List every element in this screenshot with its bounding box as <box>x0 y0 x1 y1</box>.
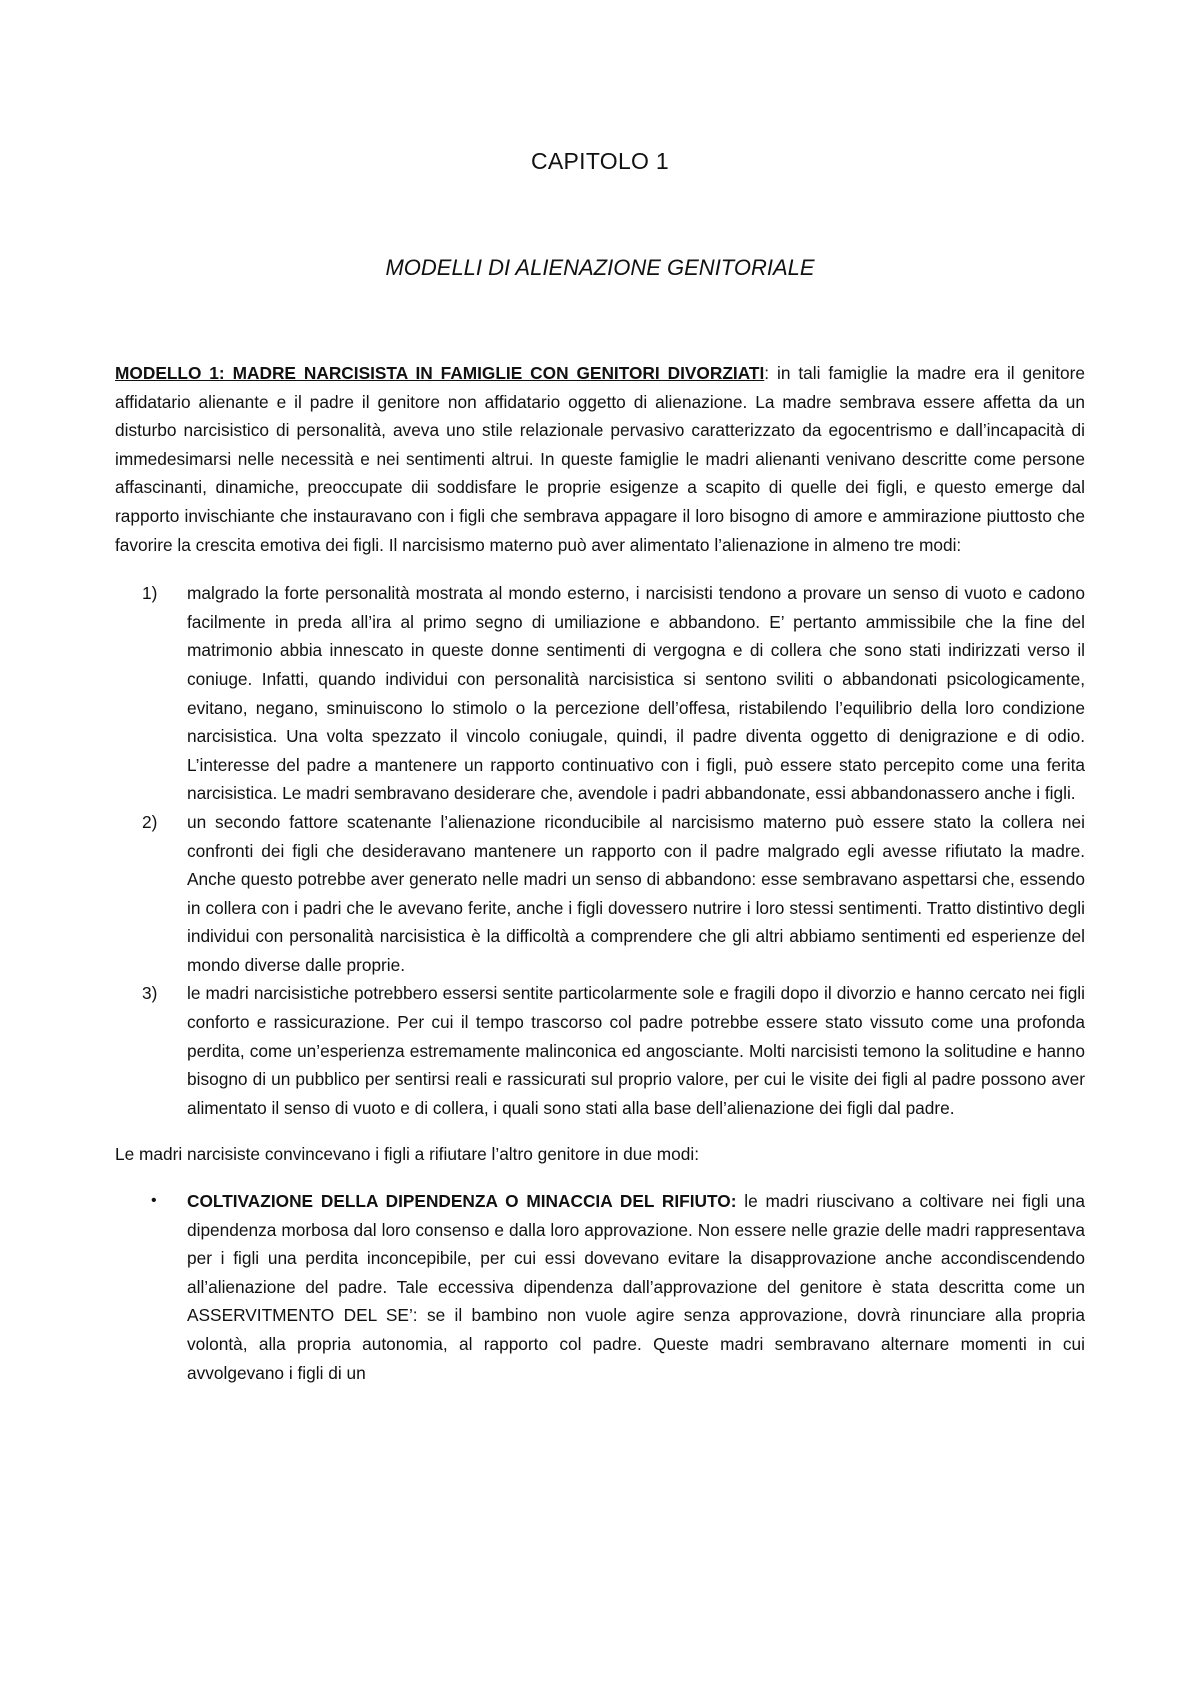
list-item-number: 2) <box>142 811 158 832</box>
list-item-text: le madri narcisistiche potrebbero essersi sentite particolarmente sole e fragili dopo il divorzio e hanno cercato nei figli conforto e rassicurazione. Per cui il tempo trascorso col padre potrebbe essere stato vissuto come una profonda perdita, come un’esperienza estremamente malinconica ed angosciante. Molti narcisisti temono la solitudine e hanno bisogno di un pubblico per sentirsi reali e rassicurati sul proprio valore, per cui le visite dei figli al padre possono aver alimentato il senso di vuoto e di collera, i quali sono stati alla base dell’alienazione dei figli dal padre. <box>187 983 1085 1118</box>
list-item <box>115 579 1085 808</box>
bullet-text: le madri riuscivano a coltivare nei figli una dipendenza morbosa dal loro consenso e dalla loro approvazione. Non essere nelle grazie delle madri rappresentava per i figli una perdita inconcepibile, per cui essi dovevano evitare la disapprovazione anche accondiscendendo all’alienazione del padre. Tale eccessiva dipendenza dall’approvazione del genitore è stata descritta come un ASSERVITMENTO DEL SE’: se il bambino non vuole agire senza approvazione, dovrà rinunciare alla propria volontà, alla propria autonomia, al rapporto col padre. Queste madri sembravano alternare momenti in cui avvolgevano i figli di un <box>187 1191 1085 1383</box>
document-body <box>115 359 1085 1387</box>
list-item-text: un secondo fattore scatenante l’alienazione riconducibile al narcisismo materno può essere stato la collera nei confronti dei figli che desideravano mantenere un rapporto con il padre malgrado egli avesse rifiutato la madre. Anche questo potrebbe aver generato nelle madri un senso di abbandono: esse sembravano aspettarsi che, essendo in collera con i padri che le avevano ferite, anche i figli dovessero nutrire i loro stessi sentimenti. Tratto distintivo degli individui con personalità narcisistica è la difficoltà a comprendere che gli altri abbiamo sentimenti ed esperienze del mondo diverse dalle proprie. <box>187 811 1085 975</box>
list-item <box>115 808 1085 980</box>
model-1-heading-colon: : <box>764 363 770 383</box>
bullet-icon: • <box>151 1192 157 1210</box>
list-item <box>115 979 1085 1122</box>
bullet-heading: COLTIVAZIONE DELLA DIPENDENZA O MINACCIA DEL RIFIUTO: <box>187 1191 737 1212</box>
intro-line: Le madri narcisiste convincevano i figli a rifiutare l’altro genitore in due modi: <box>115 1144 700 1165</box>
bullet-item <box>115 1187 1085 1387</box>
bullet-list <box>115 1187 1085 1387</box>
model-1-heading: MODELLO 1: MADRE NARCISISTA IN FAMIGLIE CON GENITORI DIVORZIATI <box>115 363 765 383</box>
list-item-number: 1) <box>142 583 158 604</box>
model-1-text: in tali famiglie la madre era il genitore affidatario alienante e il padre il genitore non affidatario oggetto di alienazione. La madre sembrava essere affetta da un disturbo narcisistico di personalità, aveva uno stile relazionale pervasivo caratterizzato da egocentrismo e dall’incapacità di immedesimarsi nelle necessità e nei sentimenti altrui. In queste famiglie le madri alienanti venivano descritte come persone affascinanti, dinamiche, preoccupate dii soddisfare le proprie esigenze a scapito di quelle dei figli, e questo emerge dal rapporto invischiante che instauravano con i figli che sembrava appagare il loro bisogno di amore e ammirazione piuttosto che favorire la crescita emotiva dei figli. Il narcisismo materno può aver alimentato l’alienazione in almeno tre modi: <box>115 363 1085 555</box>
numbered-list <box>115 579 1085 1122</box>
list-item-text: malgrado la forte personalità mostrata al mondo esterno, i narcisisti tendono a provare un senso di vuoto e cadono facilmente in preda all’ira al primo segno di umiliazione e abbandono. E’ pertanto ammissibile che la fine del matrimonio abbia innescato in queste donne sentimenti di vergogna e di collera che sono stati indirizzati verso il coniuge. Infatti, quando individui con personalità narcisistica si sentono sviliti o abbandonati psicologicamente, evitano, negano, sminuiscono lo stimolo o la percezione dell’offesa, ristabilendo l’equilibrio della loro condizione narcisistica. Una volta spezzato il vincolo coniugale, quindi, il padre diventa oggetto di denigrazione e di odio. L’interesse del padre a mantenere un rapporto continuativo con i figli, può essere stato percepito come una ferita narcisistica. Le madri sembravano desiderare che, avendole i padri abbandonate, essi abbandonassero anche i figli. <box>187 583 1085 804</box>
model-1-paragraph <box>115 359 1085 559</box>
chapter-title: CAPITOLO 1 <box>530 148 670 174</box>
list-item-number: 3) <box>142 983 158 1004</box>
chapter-subtitle: MODELLI DI ALIENAZIONE GENITORIALE <box>385 255 815 280</box>
